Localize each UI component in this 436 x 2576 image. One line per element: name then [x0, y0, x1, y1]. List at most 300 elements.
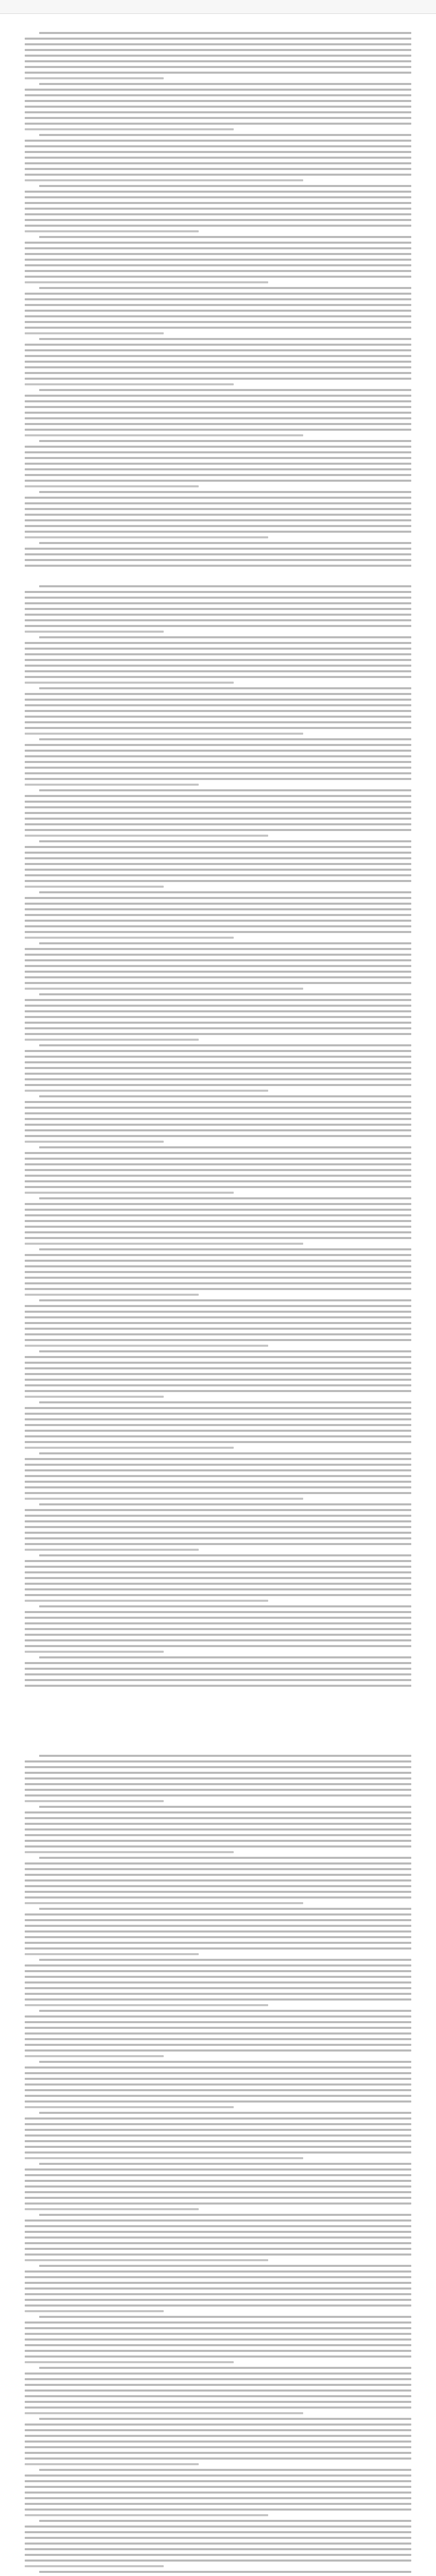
text-line-placeholder [25, 1282, 411, 1284]
text-line-placeholder [25, 1862, 411, 1865]
text-line-placeholder [25, 2259, 268, 2261]
text-line-placeholder [25, 648, 411, 650]
text-line-placeholder [25, 1316, 411, 1318]
text-line-placeholder [25, 1277, 411, 1279]
text-line-placeholder [25, 1180, 411, 1182]
text-line-placeholder [39, 1401, 411, 1403]
text-line-placeholder [25, 508, 411, 510]
text-line-placeholder [39, 1959, 411, 1961]
text-line-placeholder [25, 2384, 411, 2386]
text-line-placeholder [25, 1987, 411, 1989]
text-line-placeholder [25, 835, 268, 837]
text-line-placeholder [25, 2333, 411, 2335]
text-line-placeholder [25, 1611, 411, 1613]
text-line-placeholder [39, 840, 411, 842]
text-line-placeholder [25, 2424, 411, 2426]
text-line-placeholder [25, 349, 411, 351]
text-line-placeholder [25, 1993, 411, 1995]
text-line-placeholder [25, 446, 411, 448]
text-line-placeholder [25, 1947, 411, 1950]
text-line-placeholder [25, 383, 234, 385]
text-line-placeholder [25, 2344, 411, 2346]
text-line-placeholder [25, 553, 411, 555]
text-line-placeholder [25, 525, 411, 527]
text-line-placeholder [25, 2027, 411, 2029]
text-line-placeholder [25, 1537, 411, 1539]
text-line-placeholder [25, 1902, 303, 1904]
text-line-placeholder [25, 2378, 411, 2380]
text-line-placeholder [25, 565, 411, 567]
text-line-placeholder [25, 1651, 164, 1653]
text-line-placeholder [25, 908, 411, 910]
text-line-placeholder [25, 140, 411, 142]
text-line-placeholder [39, 2367, 411, 2369]
text-line-placeholder [25, 1543, 411, 1545]
text-line-placeholder [25, 710, 411, 712]
text-line-placeholder [25, 1169, 411, 1171]
text-line-placeholder [25, 463, 411, 465]
document-header [0, 0, 436, 14]
text-line-placeholder [25, 1090, 268, 1092]
text-line-placeholder [39, 389, 411, 391]
text-line-placeholder [25, 920, 411, 922]
text-line-placeholder [25, 174, 411, 176]
text-line-placeholder [25, 2503, 411, 2505]
text-line-placeholder [25, 1789, 411, 1791]
text-line-placeholder [39, 738, 411, 740]
text-line-placeholder [25, 2514, 268, 2516]
text-line-placeholder [25, 1783, 411, 1785]
text-line-placeholder [25, 270, 411, 272]
text-line-placeholder [25, 2338, 411, 2341]
text-line-placeholder [25, 321, 411, 323]
text-line-placeholder [25, 1936, 411, 1938]
text-line-placeholder [25, 412, 411, 414]
text-line-placeholder [25, 733, 303, 735]
text-line-placeholder [25, 2486, 411, 2488]
text-line-placeholder [25, 2021, 411, 2023]
text-line-placeholder [25, 1811, 411, 1814]
text-line-placeholder [25, 1492, 411, 1494]
text-line-placeholder [25, 1158, 411, 1160]
text-line-placeholder [25, 721, 411, 723]
text-line-placeholder [25, 948, 411, 950]
text-line-placeholder [25, 242, 411, 244]
text-line-placeholder [25, 2497, 411, 2499]
text-line-placeholder [25, 1891, 411, 1893]
text-line-placeholder [25, 310, 411, 312]
text-line-placeholder [25, 2236, 411, 2239]
text-line-placeholder [25, 344, 411, 346]
text-line-placeholder [25, 1981, 411, 1984]
text-line-placeholder [25, 1913, 411, 1916]
text-line-placeholder [25, 2004, 268, 2006]
text-line-placeholder [25, 823, 411, 825]
text-line-placeholder [25, 1288, 411, 1290]
text-line-placeholder [25, 1107, 411, 1109]
text-line-placeholder [25, 1515, 411, 1517]
text-line-placeholder [25, 1390, 411, 1392]
text-line-placeholder [25, 304, 411, 306]
text-line-placeholder [25, 1628, 411, 1630]
text-line-placeholder [25, 497, 411, 499]
text-line-placeholder [25, 219, 411, 221]
text-line-placeholder [25, 519, 411, 521]
text-line-placeholder [25, 744, 411, 746]
text-line-placeholder [25, 988, 303, 990]
text-line-placeholder [39, 287, 411, 289]
text-line-placeholder [25, 1976, 411, 1978]
text-line-placeholder [25, 1424, 411, 1426]
text-line-placeholder [39, 338, 411, 340]
text-line-placeholder [39, 2214, 411, 2216]
text-line-placeholder [25, 2458, 411, 2460]
text-line-placeholder [25, 191, 411, 193]
text-line-placeholder [25, 276, 411, 278]
text-line-placeholder [25, 1209, 411, 1211]
text-line-placeholder [25, 2151, 411, 2154]
text-line-placeholder [25, 406, 411, 408]
text-line-placeholder [25, 2565, 164, 2567]
text-line-placeholder [25, 653, 411, 655]
text-line-placeholder [25, 971, 411, 973]
text-line-placeholder [25, 395, 411, 397]
text-line-placeholder [25, 2168, 411, 2171]
text-line-placeholder [25, 801, 411, 803]
text-line-placeholder [25, 1639, 411, 1641]
text-line-placeholder [25, 1532, 411, 1534]
text-line-placeholder [25, 1964, 411, 1967]
text-line-placeholder [25, 665, 411, 667]
text-line-placeholder [25, 157, 411, 159]
text-line-placeholder [39, 2010, 411, 2012]
text-line-placeholder [39, 2571, 411, 2573]
text-line-placeholder [25, 1112, 411, 1114]
text-line-placeholder [25, 1237, 411, 1239]
text-line-placeholder [39, 1146, 411, 1148]
text-line-placeholder [25, 100, 411, 102]
text-line-placeholder [25, 704, 411, 706]
text-line-placeholder [25, 670, 411, 672]
text-line-placeholder [25, 2554, 411, 2556]
text-line-placeholder [25, 89, 411, 91]
text-line-placeholder [25, 253, 411, 255]
text-line-placeholder [25, 1152, 411, 1154]
text-line-placeholder [25, 327, 411, 329]
text-line-placeholder [25, 1874, 411, 1876]
text-line-placeholder [25, 772, 411, 774]
text-line-placeholder [25, 2526, 411, 2528]
text-line-placeholder [25, 965, 411, 967]
text-line-placeholder [25, 2117, 411, 2120]
text-line-placeholder [25, 66, 411, 68]
text-line-placeholder [39, 2112, 411, 2114]
section-capital-flight-causes [25, 1743, 411, 2576]
text-line-placeholder [25, 1560, 411, 1562]
text-line-placeholder [25, 1430, 411, 1432]
text-line-placeholder [25, 1549, 199, 1551]
text-line-placeholder [25, 1141, 164, 1143]
section-intro [25, 21, 411, 570]
text-line-placeholder [25, 457, 411, 459]
text-line-placeholder [25, 1186, 411, 1188]
text-line-placeholder [25, 874, 411, 876]
text-line-placeholder [25, 1588, 411, 1590]
text-line-placeholder [25, 2304, 411, 2307]
text-line-placeholder [25, 750, 411, 752]
text-line-placeholder [39, 542, 411, 544]
text-line-placeholder [25, 168, 411, 170]
text-line-placeholder [25, 2095, 411, 2097]
text-line-placeholder [25, 1345, 268, 1347]
text-line-placeholder [25, 2197, 411, 2199]
text-line-placeholder [25, 1322, 411, 1324]
text-line-placeholder [25, 281, 268, 283]
text-line-placeholder [25, 1685, 411, 1687]
text-line-placeholder [25, 761, 411, 763]
text-line-placeholder [25, 767, 411, 769]
text-line-placeholder [25, 2361, 234, 2363]
text-line-placeholder [39, 636, 411, 638]
text-line-placeholder [25, 659, 411, 661]
text-line-placeholder [39, 687, 411, 689]
text-line-placeholder [25, 1662, 411, 1664]
text-line-placeholder [39, 1350, 411, 1352]
text-line-placeholder [25, 1050, 411, 1052]
text-line-placeholder [25, 1577, 411, 1579]
text-line-placeholder [25, 1373, 411, 1375]
text-line-placeholder [25, 1413, 411, 1415]
text-line-placeholder [25, 2072, 411, 2074]
text-line-placeholder [25, 2253, 411, 2256]
text-line-placeholder [25, 2537, 411, 2539]
text-line-placeholder [25, 1594, 411, 1596]
text-line-placeholder [25, 2180, 411, 2182]
text-line-placeholder [25, 1668, 411, 1670]
text-line-placeholder [25, 2185, 411, 2188]
section-body [25, 32, 411, 567]
text-line-placeholder [25, 2066, 411, 2069]
text-line-placeholder [25, 1260, 411, 1262]
text-line-placeholder [25, 857, 411, 859]
text-line-placeholder [25, 536, 268, 538]
text-line-placeholder [25, 937, 234, 939]
text-line-placeholder [25, 202, 411, 204]
text-line-placeholder [25, 642, 411, 644]
text-line-placeholder [39, 1044, 411, 1046]
text-line-placeholder [25, 1942, 411, 1944]
text-line-placeholder [39, 134, 411, 136]
text-line-placeholder [39, 1656, 411, 1658]
text-line-placeholder [39, 1908, 411, 1910]
text-line-placeholder [25, 1441, 411, 1443]
text-line-placeholder [39, 1503, 411, 1505]
text-line-placeholder [25, 784, 199, 786]
text-line-placeholder [25, 559, 411, 561]
text-line-placeholder [25, 2355, 411, 2358]
text-line-placeholder [25, 2463, 199, 2465]
text-line-placeholder [25, 2480, 411, 2482]
text-line-placeholder [39, 942, 411, 944]
text-line-placeholder [25, 1634, 411, 1636]
text-line-placeholder [25, 2406, 411, 2409]
text-line-placeholder [25, 123, 411, 125]
text-line-placeholder [25, 179, 303, 181]
text-line-placeholder [25, 903, 411, 905]
text-line-placeholder [25, 795, 411, 797]
text-line-placeholder [25, 954, 411, 956]
text-line-placeholder [25, 429, 411, 431]
text-line-placeholder [25, 1509, 411, 1511]
text-line-placeholder [25, 1817, 411, 1819]
text-line-placeholder [25, 959, 411, 961]
text-line-placeholder [25, 2441, 411, 2443]
text-line-placeholder [39, 993, 411, 995]
text-line-placeholder [25, 2044, 411, 2046]
text-line-placeholder [39, 2265, 411, 2267]
text-line-placeholder [25, 2089, 411, 2091]
text-line-placeholder [25, 332, 164, 334]
text-line-placeholder [25, 602, 411, 604]
text-line-placeholder [25, 1583, 411, 1585]
text-line-placeholder [25, 2157, 303, 2159]
text-line-placeholder [25, 614, 411, 616]
text-line-placeholder [39, 440, 411, 442]
text-line-placeholder [25, 2299, 411, 2301]
text-line-placeholder [25, 631, 164, 633]
text-line-placeholder [25, 976, 411, 978]
text-line-placeholder [25, 1645, 411, 1647]
text-line-placeholder [25, 2429, 411, 2431]
text-line-placeholder [25, 55, 411, 57]
text-line-placeholder [39, 585, 411, 587]
text-line-placeholder [25, 676, 411, 678]
text-line-placeholder [25, 38, 411, 40]
text-line-placeholder [25, 1379, 411, 1381]
text-line-placeholder [25, 1526, 411, 1528]
text-line-placeholder [25, 1520, 411, 1522]
text-line-placeholder [25, 1777, 411, 1780]
text-line-placeholder [39, 491, 411, 493]
text-line-placeholder [25, 619, 411, 621]
text-line-placeholder [25, 1840, 411, 1842]
text-line-placeholder [25, 1220, 411, 1222]
text-line-placeholder [25, 1118, 411, 1120]
text-line-placeholder [25, 2123, 411, 2125]
text-line-placeholder [25, 2134, 411, 2137]
text-line-placeholder [39, 1452, 411, 1454]
text-line-placeholder [25, 931, 411, 933]
text-line-placeholder [25, 2395, 411, 2397]
text-line-placeholder [25, 2083, 411, 2086]
text-line-placeholder [25, 2548, 411, 2550]
text-line-placeholder [39, 2061, 411, 2063]
text-line-placeholder [25, 2225, 411, 2227]
text-line-placeholder [25, 117, 411, 119]
text-line-placeholder [25, 1243, 303, 1245]
text-line-placeholder [25, 1919, 411, 1921]
text-line-placeholder [25, 2282, 411, 2284]
text-line-placeholder [25, 1851, 234, 1853]
text-line-placeholder [25, 880, 411, 882]
text-line-placeholder [25, 2389, 411, 2392]
text-line-placeholder [25, 1800, 164, 1802]
section-body [25, 585, 411, 1687]
text-line-placeholder [25, 468, 411, 470]
text-line-placeholder [25, 514, 411, 516]
text-line-placeholder [25, 2100, 411, 2103]
text-line-placeholder [25, 886, 164, 888]
text-line-placeholder [39, 1095, 411, 1097]
text-line-placeholder [25, 264, 411, 266]
text-line-placeholder [25, 2106, 234, 2108]
text-line-placeholder [25, 897, 411, 899]
text-line-placeholder [39, 83, 411, 85]
text-line-placeholder [25, 1214, 411, 1216]
text-line-placeholder [25, 727, 411, 729]
text-line-placeholder [25, 1766, 411, 1768]
text-line-placeholder [25, 2446, 411, 2448]
text-line-placeholder [25, 77, 164, 79]
text-line-placeholder [25, 693, 411, 695]
text-line-placeholder [25, 111, 411, 113]
text-line-placeholder [25, 2412, 303, 2414]
text-line-placeholder [39, 1554, 411, 1556]
text-line-placeholder [25, 1828, 411, 1831]
text-line-placeholder [25, 531, 411, 533]
text-line-placeholder [25, 151, 411, 153]
text-line-placeholder [25, 829, 411, 831]
text-line-placeholder [25, 2248, 411, 2250]
text-line-placeholder [25, 1067, 411, 1069]
text-line-placeholder [25, 502, 411, 504]
text-line-placeholder [25, 699, 411, 701]
text-line-placeholder [25, 591, 411, 593]
text-line-placeholder [25, 1566, 411, 1568]
text-line-placeholder [25, 480, 411, 482]
text-line-placeholder [25, 1226, 411, 1228]
text-line-placeholder [25, 1622, 411, 1624]
text-line-placeholder [25, 1271, 411, 1273]
text-line-placeholder [25, 208, 411, 210]
text-line-placeholder [25, 259, 411, 261]
text-line-placeholder [25, 597, 411, 599]
text-line-placeholder [25, 1772, 411, 1774]
text-line-placeholder [25, 1834, 411, 1836]
text-line-placeholder [25, 1016, 411, 1018]
text-line-placeholder [25, 2276, 411, 2278]
text-line-placeholder [25, 755, 411, 757]
text-line-placeholder [25, 434, 303, 436]
text-line-placeholder [25, 1464, 411, 1466]
text-line-placeholder [25, 372, 411, 374]
text-line-placeholder [25, 1896, 411, 1899]
text-line-placeholder [25, 213, 411, 215]
document-page [25, 18, 411, 2576]
text-line-placeholder [25, 1673, 411, 1675]
text-line-placeholder [25, 1930, 411, 1933]
text-line-placeholder [25, 1294, 199, 1296]
text-line-placeholder [25, 49, 411, 51]
text-line-placeholder [39, 185, 411, 187]
text-line-placeholder [25, 1868, 411, 1870]
text-line-placeholder [25, 2287, 411, 2290]
text-line-placeholder [25, 1356, 411, 1358]
text-line-placeholder [25, 1010, 411, 1012]
section-causes-nature [25, 574, 411, 1690]
text-line-placeholder [25, 625, 411, 627]
text-line-placeholder [25, 1679, 411, 1681]
